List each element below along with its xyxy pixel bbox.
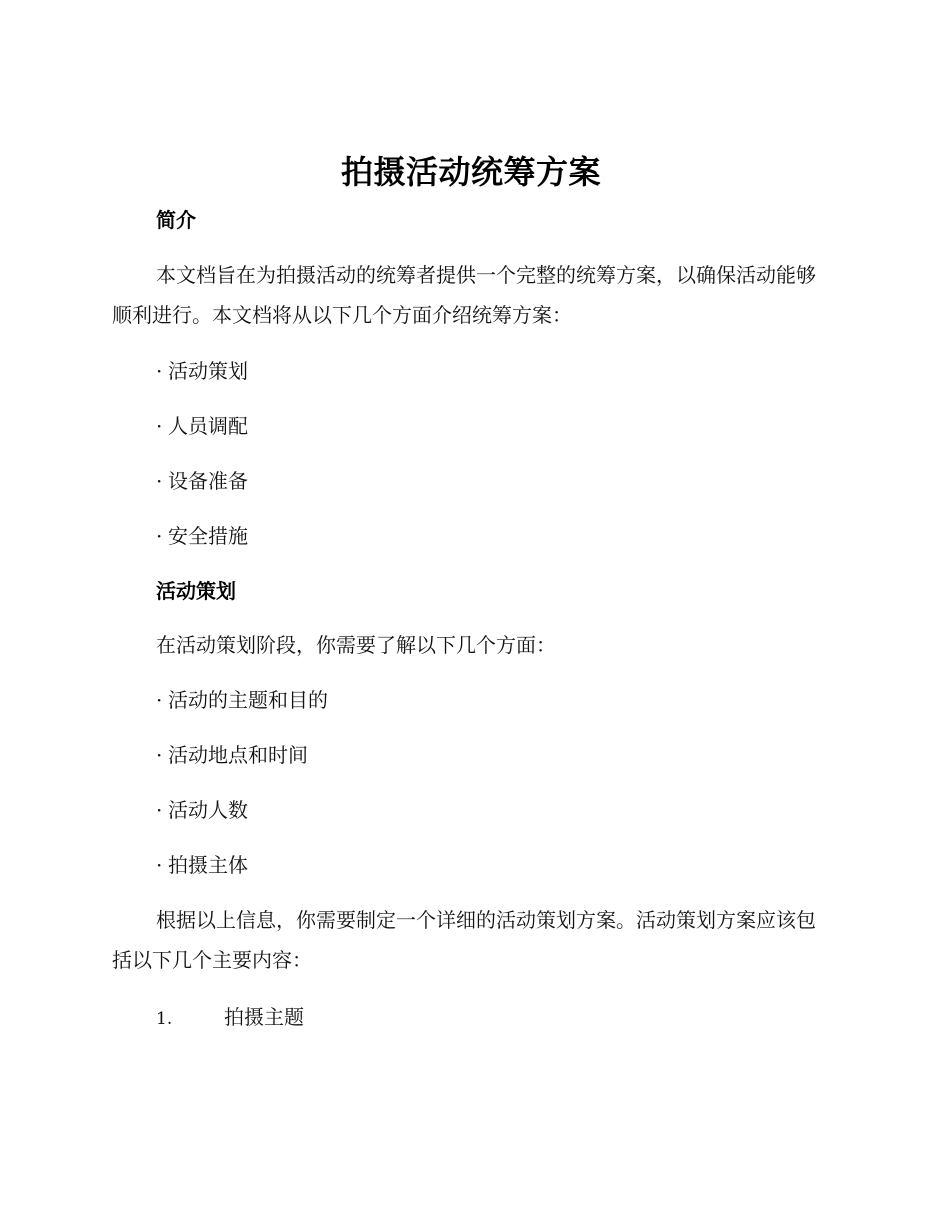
document-title: 拍摄活动统筹方案 [340,153,601,191]
planning-intro-paragraph: 在活动策划阶段，你需要了解以下几个方面： [156,633,556,657]
section-heading-intro: 简介 [156,208,196,232]
list-item-text: 活动地点和时间 [168,743,308,767]
bullet-glyph: · [156,688,163,712]
bullet-glyph: · [156,469,163,493]
list-item [156,796,248,824]
bullet-glyph: · [156,853,163,877]
list-item [156,686,328,714]
list-item [156,741,308,769]
numbered-list-item [156,1003,304,1033]
list-item-text: 人员调配 [168,414,248,438]
list-item-text: 活动策划 [168,359,248,383]
bullet-glyph: · [156,524,163,548]
list-item-text: 拍摄主题 [224,1005,304,1029]
list-item [156,357,248,385]
list-number: 1. [156,1009,173,1029]
list-item [156,467,248,495]
bullet-glyph: · [156,743,163,767]
section-heading-planning: 活动策划 [156,579,236,603]
bullet-glyph: · [156,798,163,822]
bullet-glyph: · [156,359,163,383]
planning-paragraph: 根据以上信息，你需要制定一个详细的活动策划方案。活动策划方案应该包括以下几个主要内容： [112,908,816,972]
bullet-glyph: · [156,414,163,438]
list-item-text: 安全措施 [168,524,248,548]
list-item [156,412,248,440]
list-item-text: 活动人数 [168,798,248,822]
list-item [156,851,248,879]
list-item-text: 设备准备 [168,469,248,493]
intro-paragraph: 本文档旨在为拍摄活动的统筹者提供一个完整的统筹方案，以确保活动能够顺利进行。本文档将从以下几个方面介绍统筹方案： [112,263,816,327]
list-item [156,522,248,550]
list-item-text: 活动的主题和目的 [168,688,328,712]
list-item-text: 拍摄主体 [168,853,248,877]
